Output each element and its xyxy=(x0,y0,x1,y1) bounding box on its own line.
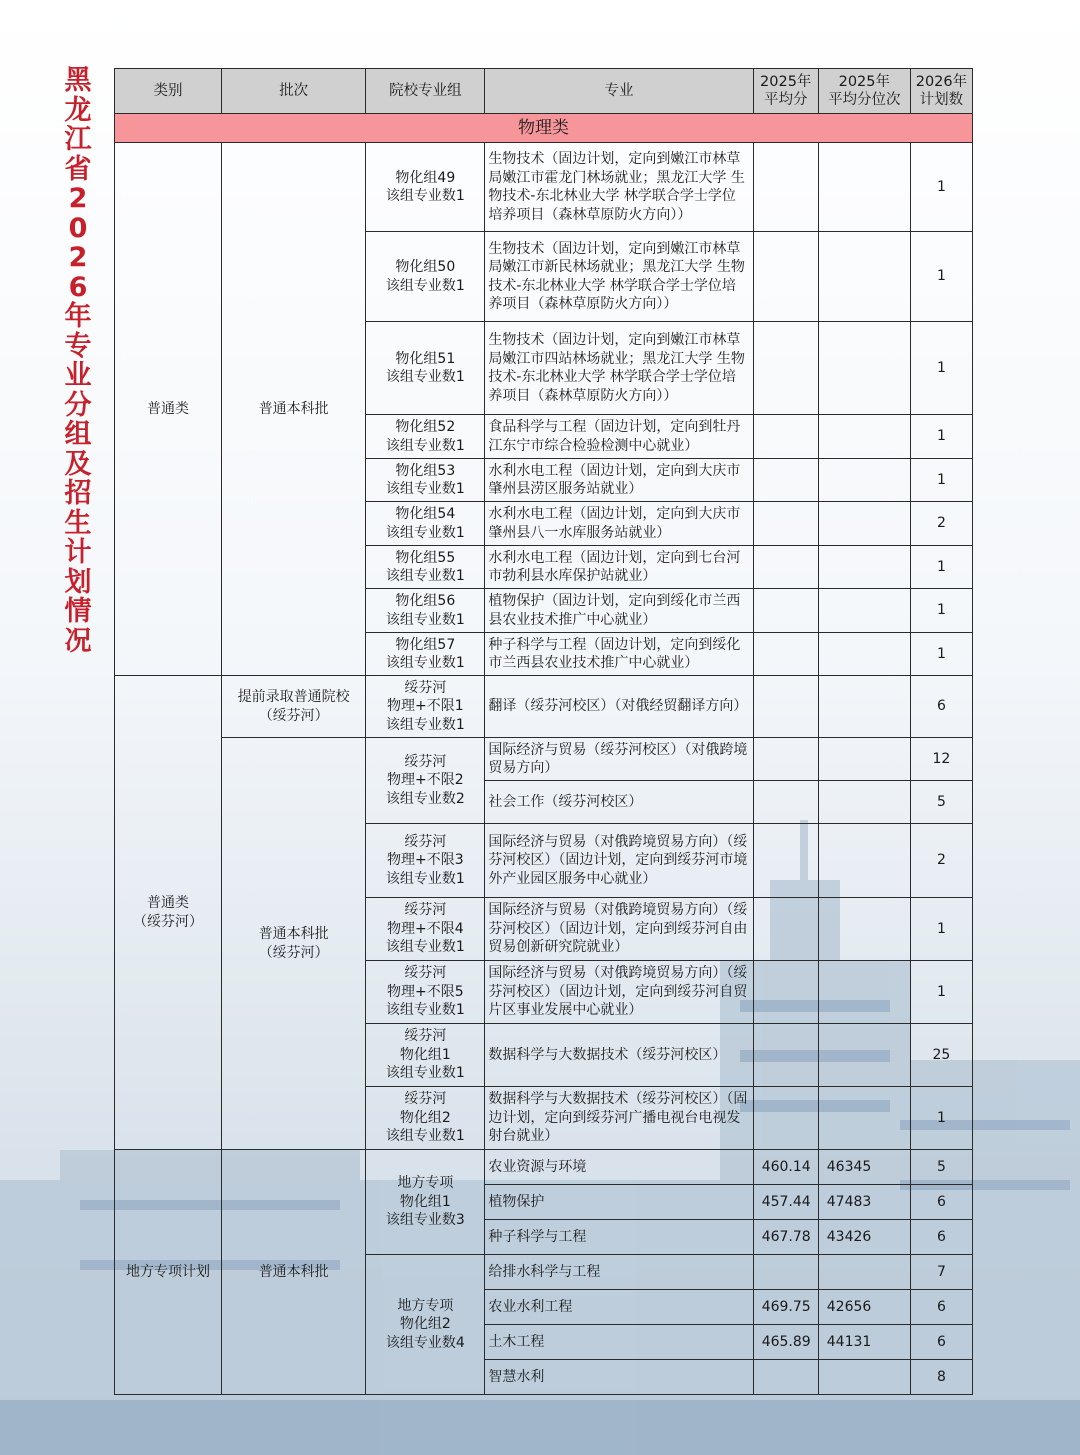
major-cell: 国际经济与贸易（对俄跨境贸易方向）（绥芬河校区）（固边计划，定向到绥芬河自贸片区事业发展中心就业） xyxy=(485,961,753,1024)
table-row xyxy=(115,1150,973,1185)
avg-score-cell xyxy=(753,738,818,781)
plan-count-cell: 5 xyxy=(910,781,972,824)
plan-count-cell: 12 xyxy=(910,738,972,781)
header-category: 类别 xyxy=(115,69,222,114)
plan-count-cell: 6 xyxy=(910,1220,972,1255)
major-cell: 生物技术（固边计划，定向到嫩江市林草局嫩江市新民林场就业；黑龙江大学 生物技术-东北林业大学 林学联合学士学位培养项目（森林草原防火方向）） xyxy=(485,232,753,322)
avg-score-cell xyxy=(753,232,818,322)
avg-rank-cell xyxy=(818,1024,910,1087)
plan-count-cell: 1 xyxy=(910,143,972,232)
avg-score-cell xyxy=(753,961,818,1024)
plan-count-cell: 2 xyxy=(910,502,972,546)
major-cell: 翻译（绥芬河校区）（对俄经贸翻译方向） xyxy=(485,676,753,738)
group-cell: 物化组50 该组专业数1 xyxy=(366,232,485,322)
avg-score-cell xyxy=(753,824,818,898)
category-band-physics: 物理类 xyxy=(115,114,973,143)
major-cell: 生物技术（固边计划，定向到嫩江市林草局嫩江市四站林场就业；黑龙江大学 生物技术-东北林业大学 林学联合学士学位培养项目（森林草原防火方向）） xyxy=(485,322,753,415)
table-row xyxy=(115,676,973,738)
major-cell: 生物技术（固边计划，定向到嫩江市林草局嫩江市霍龙门林场就业；黑龙江大学 生物技术-东北林业大学 林学联合学士学位培养项目（森林草原防火方向）） xyxy=(485,143,753,232)
avg-rank-cell: 43426 xyxy=(818,1220,910,1255)
major-cell: 智慧水利 xyxy=(485,1360,753,1395)
major-cell: 农业水利工程 xyxy=(485,1290,753,1325)
avg-rank-cell xyxy=(818,738,910,781)
avg-score-cell xyxy=(753,502,818,546)
major-cell: 土木工程 xyxy=(485,1325,753,1360)
major-cell: 水利水电工程（固边计划，定向到大庆市肇州县涝区服务站就业） xyxy=(485,459,753,502)
major-cell: 水利水电工程（固边计划，定向到大庆市肇州县八一水库服务站就业） xyxy=(485,502,753,546)
plan-count-cell: 1 xyxy=(910,1087,972,1150)
enrollment-plan-table xyxy=(114,68,973,1395)
avg-score-cell xyxy=(753,781,818,824)
plan-count-cell: 1 xyxy=(910,589,972,633)
category-cell: 普通类 xyxy=(115,143,222,676)
avg-score-cell xyxy=(753,589,818,633)
avg-rank-cell xyxy=(818,961,910,1024)
avg-rank-cell xyxy=(818,898,910,961)
plan-count-cell: 1 xyxy=(910,633,972,676)
avg-score-cell xyxy=(753,633,818,676)
avg-rank-cell xyxy=(818,589,910,633)
major-cell: 国际经济与贸易（绥芬河校区）（对俄跨境贸易方向） xyxy=(485,738,753,781)
avg-rank-cell: 46345 xyxy=(818,1150,910,1185)
plan-count-cell: 6 xyxy=(910,1290,972,1325)
group-cell: 绥芬河 物化组1 该组专业数1 xyxy=(366,1024,485,1087)
group-cell: 绥芬河 物化组2 该组专业数1 xyxy=(366,1087,485,1150)
group-cell: 绥芬河 物理+不限3 该组专业数1 xyxy=(366,824,485,898)
major-cell: 植物保护（固边计划，定向到绥化市兰西县农业技术推广中心就业） xyxy=(485,589,753,633)
group-cell: 物化组55 该组专业数1 xyxy=(366,546,485,589)
group-cell: 物化组54 该组专业数1 xyxy=(366,502,485,546)
major-cell: 植物保护 xyxy=(485,1185,753,1220)
avg-score-cell: 467.78 xyxy=(753,1220,818,1255)
avg-rank-cell xyxy=(818,781,910,824)
avg-rank-cell xyxy=(818,459,910,502)
avg-rank-cell xyxy=(818,143,910,232)
batch-cell: 普通本科批 （绥芬河） xyxy=(222,738,366,1150)
plan-count-cell: 2 xyxy=(910,824,972,898)
header-major: 专业 xyxy=(485,69,753,114)
plan-count-cell: 1 xyxy=(910,415,972,459)
avg-rank-cell xyxy=(818,1360,910,1395)
avg-score-cell: 465.89 xyxy=(753,1325,818,1360)
group-cell: 物化组53 该组专业数1 xyxy=(366,459,485,502)
avg-rank-cell xyxy=(818,502,910,546)
avg-score-cell xyxy=(753,1024,818,1087)
major-cell: 种子科学与工程 xyxy=(485,1220,753,1255)
avg-score-cell xyxy=(753,1087,818,1150)
avg-score-cell: 457.44 xyxy=(753,1185,818,1220)
group-cell: 地方专项 物化组2 该组专业数4 xyxy=(366,1255,485,1395)
avg-rank-cell xyxy=(818,546,910,589)
group-cell: 绥芬河 物理+不限4 该组专业数1 xyxy=(366,898,485,961)
group-cell: 绥芬河 物理+不限2 该组专业数2 xyxy=(366,738,485,824)
avg-score-cell xyxy=(753,143,818,232)
avg-rank-cell: 47483 xyxy=(818,1185,910,1220)
plan-count-cell: 5 xyxy=(910,1150,972,1185)
plan-count-cell: 6 xyxy=(910,1325,972,1360)
avg-rank-cell xyxy=(818,232,910,322)
major-cell: 国际经济与贸易（对俄跨境贸易方向）（绥芬河校区）（固边计划，定向到绥芬河自由贸易创新研究院就业） xyxy=(485,898,753,961)
avg-score-cell xyxy=(753,676,818,738)
major-cell: 数据科学与大数据技术（绥芬河校区）（固边计划，定向到绥芬河广播电视台电视发射台就业） xyxy=(485,1087,753,1150)
major-cell: 给排水科学与工程 xyxy=(485,1255,753,1290)
plan-count-cell: 6 xyxy=(910,1185,972,1220)
group-cell: 绥芬河 物理+不限1 该组专业数1 xyxy=(366,676,485,738)
header-batch: 批次 xyxy=(222,69,366,114)
batch-cell: 普通本科批 xyxy=(222,1150,366,1395)
plan-count-cell: 1 xyxy=(910,898,972,961)
plan-count-cell: 25 xyxy=(910,1024,972,1087)
avg-rank-cell xyxy=(818,1087,910,1150)
major-cell: 农业资源与环境 xyxy=(485,1150,753,1185)
header-group: 院校专业组 xyxy=(366,69,485,114)
plan-count-cell: 6 xyxy=(910,676,972,738)
avg-rank-cell: 42656 xyxy=(818,1290,910,1325)
plan-count-cell: 7 xyxy=(910,1255,972,1290)
avg-rank-cell xyxy=(818,676,910,738)
batch-cell: 普通本科批 xyxy=(222,143,366,676)
group-cell: 物化组56 该组专业数1 xyxy=(366,589,485,633)
plan-count-cell: 1 xyxy=(910,961,972,1024)
avg-score-cell: 460.14 xyxy=(753,1150,818,1185)
avg-rank-cell xyxy=(818,824,910,898)
group-cell: 物化组51 该组专业数1 xyxy=(366,322,485,415)
avg-score-cell xyxy=(753,898,818,961)
group-cell: 物化组57 该组专业数1 xyxy=(366,633,485,676)
group-cell: 物化组49 该组专业数1 xyxy=(366,143,485,232)
major-cell: 水利水电工程（固边计划，定向到七台河市勃利县水库保护站就业） xyxy=(485,546,753,589)
major-cell: 社会工作（绥芬河校区） xyxy=(485,781,753,824)
header-avg-score: 2025年 平均分 xyxy=(753,69,818,114)
avg-rank-cell xyxy=(818,633,910,676)
avg-rank-cell xyxy=(818,1255,910,1290)
avg-score-cell xyxy=(753,1360,818,1395)
avg-score-cell xyxy=(753,415,818,459)
avg-score-cell xyxy=(753,1255,818,1290)
group-cell: 地方专项 物化组1 该组专业数3 xyxy=(366,1150,485,1255)
header-avg-rank: 2025年 平均分位次 xyxy=(818,69,910,114)
table-row xyxy=(115,143,973,232)
table-row xyxy=(115,738,973,781)
group-cell: 物化组52 该组专业数1 xyxy=(366,415,485,459)
avg-score-cell xyxy=(753,322,818,415)
category-cell: 普通类 （绥芬河） xyxy=(115,676,222,1150)
avg-score-cell xyxy=(753,459,818,502)
plan-count-cell: 1 xyxy=(910,322,972,415)
group-cell: 绥芬河 物理+不限5 该组专业数1 xyxy=(366,961,485,1024)
plan-count-cell: 1 xyxy=(910,459,972,502)
avg-rank-cell xyxy=(818,415,910,459)
major-cell: 食品科学与工程（固边计划，定向到牡丹江东宁市综合检验检测中心就业） xyxy=(485,415,753,459)
category-cell: 地方专项计划 xyxy=(115,1150,222,1395)
avg-rank-cell xyxy=(818,322,910,415)
side-title: 黑 龙 江 省 2 0 2 6 年 专 业 分 组 及 招 生 计 划 情 况 xyxy=(64,65,92,657)
major-cell: 数据科学与大数据技术（绥芬河校区） xyxy=(485,1024,753,1087)
avg-rank-cell: 44131 xyxy=(818,1325,910,1360)
plan-count-cell: 1 xyxy=(910,546,972,589)
plan-count-cell: 1 xyxy=(910,232,972,322)
avg-score-cell xyxy=(753,546,818,589)
batch-cell: 提前录取普通院校 （绥芬河） xyxy=(222,676,366,738)
header-plan-count: 2026年 计划数 xyxy=(910,69,972,114)
major-cell: 国际经济与贸易（对俄跨境贸易方向）（绥芬河校区）（固边计划，定向到绥芬河市境外产业园区服务中心就业） xyxy=(485,824,753,898)
avg-score-cell: 469.75 xyxy=(753,1290,818,1325)
plan-count-cell: 8 xyxy=(910,1360,972,1395)
major-cell: 种子科学与工程（固边计划，定向到绥化市兰西县农业技术推广中心就业） xyxy=(485,633,753,676)
